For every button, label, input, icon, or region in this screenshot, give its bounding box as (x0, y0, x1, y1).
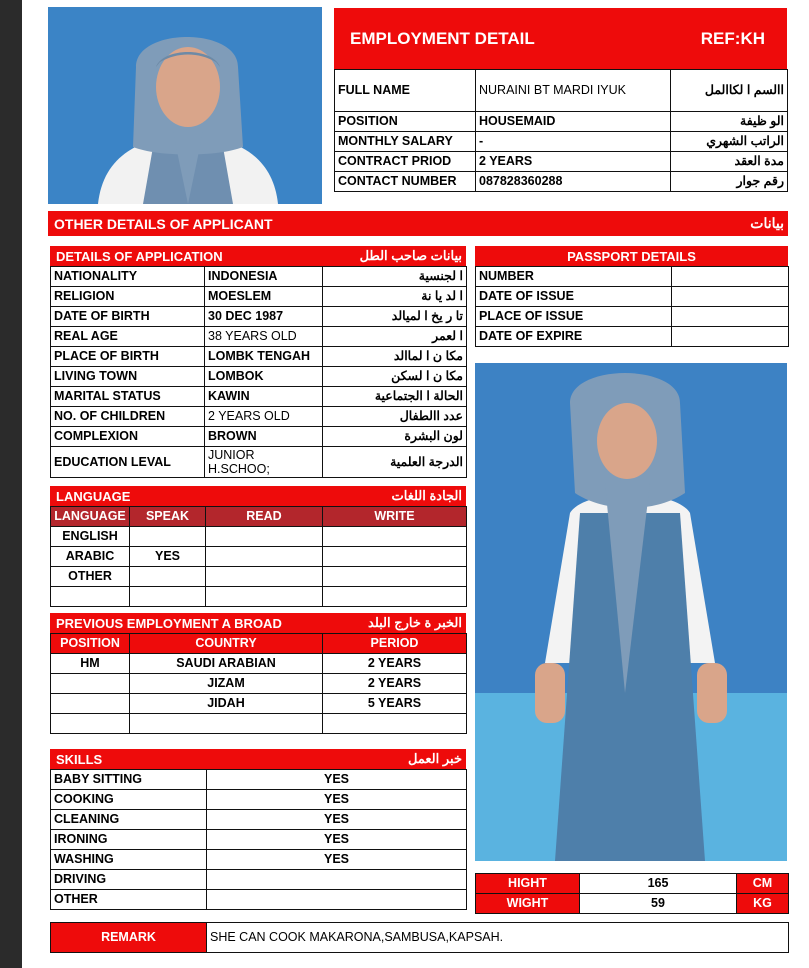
passport-row (476, 287, 789, 307)
passport-row (476, 307, 789, 327)
fullname-label: FULL NAME (335, 70, 476, 112)
other-details-arabic: بيانات (750, 215, 784, 231)
previous-employment-table (50, 633, 467, 734)
speak-col-header: SPEAK (130, 507, 206, 527)
passport-header (475, 246, 788, 266)
language-arabic-title: الجادة اللغات (391, 488, 462, 503)
prev-position (51, 714, 130, 734)
weight-label: WIGHT (476, 894, 580, 914)
language-col-header: LANGUAGE (51, 507, 130, 527)
employment-row-contact (335, 172, 788, 192)
language-name (51, 587, 130, 607)
skill-name: IRONING (51, 830, 207, 850)
nationality-value: INDONESIA (205, 267, 323, 287)
previous-employment-header (50, 613, 466, 633)
living-town-value: LOMBOK (205, 367, 323, 387)
passport-number-value (672, 267, 789, 287)
application-row-education (51, 447, 467, 478)
dob-label: DATE OF BIRTH (51, 307, 205, 327)
passport-issue-date-label: DATE OF ISSUE (476, 287, 672, 307)
skill-name: BABY SITTING (51, 770, 207, 790)
skill-row (51, 770, 467, 790)
passport-expire-label: DATE OF EXPIRE (476, 327, 672, 347)
children-label: NO. OF CHILDREN (51, 407, 205, 427)
education-label: EDUCATION LEVAL (51, 447, 205, 478)
contact-arabic: رقم جوار (671, 172, 788, 192)
prev-period: 5 YEARS (323, 694, 467, 714)
nationality-label: NATIONALITY (51, 267, 205, 287)
language-speak (130, 567, 206, 587)
prev-country: JIZAM (130, 674, 323, 694)
language-name: ENGLISH (51, 527, 130, 547)
skills-table (50, 769, 467, 910)
education-value-line2: H.SCHOO; (208, 462, 270, 476)
application-row (51, 287, 467, 307)
application-row (51, 387, 467, 407)
language-name: ARABIC (51, 547, 130, 567)
skill-value: YES (207, 850, 467, 870)
complexion-arabic: لون البشرة (323, 427, 467, 447)
language-row (51, 587, 467, 607)
nationality-arabic: ا لجنسية (323, 267, 467, 287)
previous-employment-row (51, 654, 467, 674)
skill-row (51, 810, 467, 830)
dob-value: 30 DEC 1987 (205, 307, 323, 327)
prev-position (51, 674, 130, 694)
language-row (51, 527, 467, 547)
previous-employment-title: PREVIOUS EMPLOYMENT A BROAD (56, 615, 282, 631)
dob-arabic: تا ر يخ ا لميالد (323, 307, 467, 327)
language-read (206, 527, 323, 547)
other-details-bar (48, 211, 788, 236)
skill-name: COOKING (51, 790, 207, 810)
language-read (206, 567, 323, 587)
read-col-header: READ (206, 507, 323, 527)
birthplace-arabic: مكا ن ا لماالد (323, 347, 467, 367)
contact-label: CONTACT NUMBER (335, 172, 476, 192)
weight-unit: KG (737, 894, 789, 914)
period-col-header: PERIOD (323, 634, 467, 654)
application-row (51, 367, 467, 387)
language-write (323, 587, 467, 607)
passport-table (475, 266, 789, 347)
skill-row (51, 830, 467, 850)
previous-employment-arabic-title: الخبر ة خارج البلد (368, 615, 462, 630)
prev-position (51, 694, 130, 714)
skill-value: YES (207, 790, 467, 810)
religion-arabic: ا لد يا نة (323, 287, 467, 307)
language-write (323, 527, 467, 547)
birthplace-value: LOMBK TENGAH (205, 347, 323, 367)
employment-row-salary (335, 132, 788, 152)
skill-row (51, 890, 467, 910)
application-row (51, 267, 467, 287)
previous-employment-row (51, 674, 467, 694)
passport-expire-value (672, 327, 789, 347)
language-name: OTHER (51, 567, 130, 587)
complexion-label: COMPLEXION (51, 427, 205, 447)
age-arabic: ا لعمر (323, 327, 467, 347)
salary-label: MONTHLY SALARY (335, 132, 476, 152)
skill-value: YES (207, 770, 467, 790)
height-label: HIGHT (476, 874, 580, 894)
skill-value (207, 890, 467, 910)
prev-country (130, 714, 323, 734)
previous-employment-row (51, 714, 467, 734)
skills-header (50, 749, 466, 769)
language-table (50, 506, 467, 607)
passport-issue-place-value (672, 307, 789, 327)
employment-row-position (335, 112, 788, 132)
position-arabic: الو ظيفة (671, 112, 788, 132)
marital-label: MARITAL STATUS (51, 387, 205, 407)
skill-value: YES (207, 830, 467, 850)
prev-position: HM (51, 654, 130, 674)
full-body-photo (475, 363, 787, 861)
language-write (323, 567, 467, 587)
language-row (51, 547, 467, 567)
education-value-line1: JUNIOR (208, 448, 255, 462)
language-read (206, 587, 323, 607)
application-table (50, 266, 467, 478)
skills-title: SKILLS (56, 751, 103, 767)
height-unit: CM (737, 874, 789, 894)
salary-arabic: الراتب الشهري (671, 132, 788, 152)
weight-row (476, 894, 789, 914)
portrait-photo (48, 7, 322, 204)
previous-employment-row (51, 694, 467, 714)
contract-value: 2 YEARS (476, 152, 671, 172)
previous-employment-table-header (51, 634, 467, 654)
full-body-illustration (475, 363, 787, 861)
contact-value: 087828360288 (476, 172, 671, 192)
employment-row-contract (335, 152, 788, 172)
living-town-arabic: مكا ن ا لسكن (323, 367, 467, 387)
skill-name: DRIVING (51, 870, 207, 890)
application-title: DETAILS OF APPLICATION (56, 248, 223, 264)
birthplace-label: PLACE OF BIRTH (51, 347, 205, 367)
language-row (51, 567, 467, 587)
age-value: 38 YEARS OLD (205, 327, 323, 347)
children-value: 2 YEARS OLD (205, 407, 323, 427)
passport-issue-date-value (672, 287, 789, 307)
prev-period: 2 YEARS (323, 654, 467, 674)
application-header (50, 246, 466, 266)
position-col-header: POSITION (51, 634, 130, 654)
language-read (206, 547, 323, 567)
religion-value: MOESLEM (205, 287, 323, 307)
age-label: REAL AGE (51, 327, 205, 347)
religion-label: RELIGION (51, 287, 205, 307)
passport-issue-place-label: PLACE OF ISSUE (476, 307, 672, 327)
application-row (51, 427, 467, 447)
employment-detail-title: EMPLOYMENT DETAIL (350, 28, 535, 48)
skill-value: YES (207, 810, 467, 830)
remark-table (50, 922, 789, 953)
weight-value: 59 (580, 894, 737, 914)
skill-row (51, 850, 467, 870)
employment-row-fullname (335, 70, 788, 112)
application-row (51, 347, 467, 367)
remark-value: SHE CAN COOK MAKARONA,SAMBUSA,KAPSAH. (207, 923, 789, 953)
measurement-table (475, 873, 789, 914)
country-col-header: COUNTRY (130, 634, 323, 654)
children-arabic: عدد االطفال (323, 407, 467, 427)
position-value: HOUSEMAID (476, 112, 671, 132)
complexion-value: BROWN (205, 427, 323, 447)
language-speak (130, 587, 206, 607)
living-town-label: LIVING TOWN (51, 367, 205, 387)
skill-row (51, 870, 467, 890)
skill-name: OTHER (51, 890, 207, 910)
passport-row (476, 267, 789, 287)
language-header (50, 486, 466, 506)
prev-period: 2 YEARS (323, 674, 467, 694)
language-speak (130, 527, 206, 547)
height-value: 165 (580, 874, 737, 894)
marital-value: KAWIN (205, 387, 323, 407)
language-speak: YES (130, 547, 206, 567)
fullname-arabic: االسم ا لكاالمل (671, 70, 788, 112)
marital-arabic: الحالة ا الجتماعية (323, 387, 467, 407)
height-row (476, 874, 789, 894)
contract-label: CONTRACT PRIOD (335, 152, 476, 172)
fullname-value: NURAINI BT MARDI IYUK (476, 70, 671, 112)
position-label: POSITION (335, 112, 476, 132)
employment-form-page (22, 0, 809, 968)
reference-code: REF:KH (700, 28, 765, 48)
skills-arabic-title: خبر العمل (408, 751, 462, 766)
contract-arabic: مدة العقد (671, 152, 788, 172)
skill-value (207, 870, 467, 890)
language-title: LANGUAGE (56, 488, 131, 504)
application-row (51, 307, 467, 327)
remark-row (51, 923, 789, 953)
passport-row (476, 327, 789, 347)
skill-row (51, 790, 467, 810)
salary-value: - (476, 132, 671, 152)
other-details-label: OTHER DETAILS OF APPLICANT (54, 215, 273, 232)
prev-period (323, 714, 467, 734)
application-row (51, 327, 467, 347)
employment-detail-header (334, 8, 787, 69)
application-row (51, 407, 467, 427)
language-write (323, 547, 467, 567)
portrait-illustration (48, 7, 322, 204)
prev-country: JIDAH (130, 694, 323, 714)
skill-name: WASHING (51, 850, 207, 870)
remark-label: REMARK (51, 923, 207, 953)
prev-country: SAUDI ARABIAN (130, 654, 323, 674)
language-table-header (51, 507, 467, 527)
skill-name: CLEANING (51, 810, 207, 830)
write-col-header: WRITE (323, 507, 467, 527)
passport-number-label: NUMBER (476, 267, 672, 287)
employment-table (334, 69, 788, 192)
application-arabic-title: بيانات صاحب الطل (359, 248, 462, 263)
passport-title: PASSPORT DETAILS (567, 248, 696, 264)
education-arabic: الدرجة العلمية (323, 447, 467, 478)
